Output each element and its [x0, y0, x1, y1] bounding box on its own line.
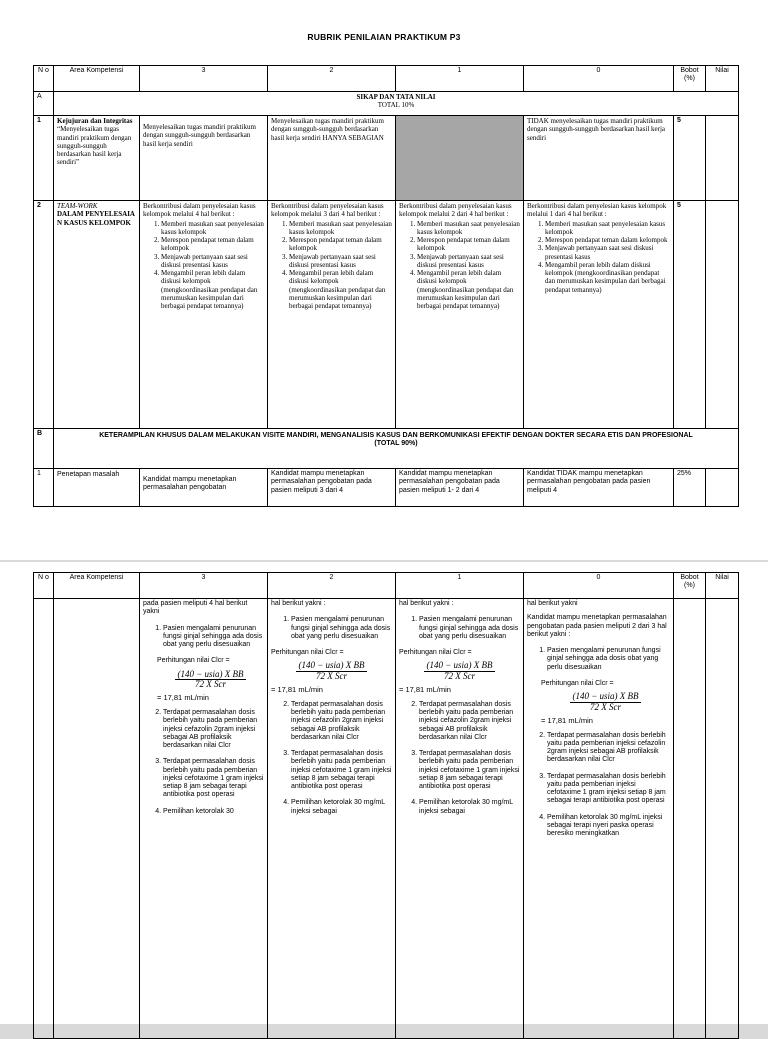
row-number: 2 — [34, 201, 54, 429]
table-row — [34, 201, 739, 429]
nilai-cell — [706, 116, 739, 201]
clcr-calculation: Perhitungan nilai Clcr = (140 − usia) X BB 72 X Scr = 17,81 mL/min — [157, 657, 264, 703]
table-row — [34, 116, 739, 201]
criteria-list: 1. Memberi masukan saat penyelesaian kasus kelompok 2. Merespon pendapat teman dalam kelompok 3. Menjawab pertanyaan saat sesi diskusi presentasi kasus 4. Mengambil peran lebih dalam diskusi kelompok (mengkoordinasikan pendapat dan merumuskan kesimpulan dari berbagai pendapat temannya) — [527, 220, 670, 294]
criteria-list: 1. Pasien mengalami penurunan fungsi ginjal sehingga ada dosis obat yang perlu disesuaikan — [527, 647, 670, 672]
criteria-score-2: Kandidat mampu menetapkan permasalahan pengobatan pada pasien meliputi 3 dari 4 — [268, 469, 396, 507]
criteria-list: 2. Terdapat permasalahan dosis berlebih yaitu pada pemberian injeksi cefazolin 2gram injeksi sebagai AB profilaksik berdasarkan nilai Clcr 3. Terdapat permasalahan dosis berlebih yaitu pada pemberian injeksi cefotaxime 1 gram injeksi setiap 8 jam sebagai terapi antibiotika post operasi 4. Pemilihan ketorolak 30 — [143, 709, 264, 816]
bobot-value: 5 — [674, 116, 706, 201]
criteria-score-2: Menyelesaikan tugas mandiri praktikum dengan sungguh-sungguh berdasarkan hasil kerja sendiri HANYA SEBAGIAN — [268, 116, 396, 201]
header-score-0: 0 — [524, 66, 674, 92]
criteria-list: 1. Memberi masukan saat penyelesaian kasus kelompok 2. Merespon pendapat teman dalam kelompok 3. Menjawab pertanyaan saat sesi diskusi presentasi kasus 4. Mengambil peran lebih dalam diskusi kelompok (mengkoordinasikan pendapat dan merumuskan kesimpulan dari berbagai pendapat temannya) — [399, 220, 520, 311]
clcr-calculation: Perhitungan nilai Clcr = (140 − usia) X BB 72 X Scr = 17,81 mL/min — [399, 649, 520, 695]
document-page-2 — [0, 562, 768, 1024]
table-header-row — [34, 66, 739, 92]
area-title: DALAM PENYELESAIA N KASUS KELOMPOK — [57, 210, 135, 227]
nilai-cell — [706, 469, 739, 507]
header-area: Area Kompetensi — [54, 573, 140, 599]
table-row — [34, 469, 739, 507]
criteria-score-2: Berkontribusi dalam penyelesaian kasus kelompok melalui 3 dari 4 hal berikut : 1. Memberi masukan saat penyelesaian kasus kelompok 2. Merespon pendapat teman dalam kelompok 3. Menjawab pertanyaan saat sesi diskusi presentasi kasus 4. Mengambil peran lebih dalam diskusi kelompok (mengkoordinasikan pendapat dan merumuskan kesimpulan dari berbagai pendapat temannya) — [268, 201, 396, 429]
criteria-score-1: hal berikut yakni : 1. Pasien mengalami penurunan fungsi ginjal sehingga ada dosis obat yang perlu disesuaikan Perhitungan nilai Clcr = (140 − usia) X BB 72 X Scr = 17,81 mL/min 2. Terdapat permasalahan dosis berlebih yaitu pada pemberian injeksi cefazolin 2gram injeksi sebagai AB profilaksik berdasarkan nilai Clcr 3. Terdapat permasalahan dosis berlebih yaitu pada pemberian injeksi cefotaxime 1 gram injeksi setiap 8 jam sebagai terapi antibiotika post operasi 4. Pemilihan ketorolak 30 mg/mL injeksi sebagai — [396, 599, 524, 1039]
criteria-list: 2. Terdapat permasalahan dosis berlebih yaitu pada pemberian injeksi cefazolin 2gram injeksi sebagai AB profilaksik berdasarkan nilai Clcr 3. Terdapat permasalahan dosis berlebih yaitu pada pemberian injeksi cefotaxime 1 gram injeksi setiap 8 jam sebagai terapi antibiotika post operasi 4. Pemilihan ketorolak 30 mg/mL injeksi sebagai — [271, 701, 392, 816]
header-score-0: 0 — [524, 573, 674, 599]
header-score-1: 1 — [396, 66, 524, 92]
header-no: N o — [34, 573, 54, 599]
section-b-row — [34, 429, 739, 469]
criteria-list: 2. Terdapat permasalahan dosis berlebih yaitu pada pemberian injeksi cefazolin 2gram injeksi sebagai AB profilaksik berdasarkan nilai Clcr 3. Terdapat permasalahan dosis berlebih yaitu pada pemberian injeksi cefotaxime 1 gram injeksi setiap 8 jam sebagai terapi antibiotika post operasi 4. Pemilihan ketorolak 30 mg/mL injeksi sebagai terapi nyeri paska operasi beresiko meningkatkan — [527, 732, 670, 839]
criteria-score-0: hal berikut yakni Kandidat mampu menetapkan permasalahan pengobatan pada pasien meliputi 2 dari 3 hal berikut yakni : 1. Pasien mengalami penurunan fungsi ginjal sehingga ada dosis obat yang perlu disesuaikan Perhitungan nilai Clcr = (140 − usia) X BB 72 X Scr = 17,81 mL/min 2. Terdapat permasalahan dosis berlebih yaitu pada pemberian injeksi cefazolin 2gram injeksi sebagai AB profilaksik berdasarkan nilai Clcr 3. Terdapat permasalahan dosis berlebih yaitu pada pemberian injeksi cefotaxime 1 gram injeksi setiap 8 jam sebagai terapi antibiotika post operasi 4. Pemilihan ketorolak 30 mg/mL injeksi sebagai terapi nyeri paska operasi beresiko meningkatkan — [524, 599, 674, 1039]
header-bobot: Bobot (%) — [674, 66, 706, 92]
header-score-3: 3 — [140, 573, 268, 599]
row-number: 1 — [34, 469, 54, 507]
nilai-cell — [706, 201, 739, 429]
header-score-1: 1 — [396, 573, 524, 599]
criteria-score-0: Kandidat TIDAK mampu menetapkan permasalahan pengobatan pada pasien meliputi 4 — [524, 469, 674, 507]
header-bobot: Bobot (%) — [674, 573, 706, 599]
criteria-score-1: Berkontribusi dalam penyelesaian kasus kelompok melalui 2 dari 4 hal berikut : 1. Memberi masukan saat penyelesaian kasus kelompok 2. Merespon pendapat teman dalam kelompok 3. Menjawab pertanyaan saat sesi diskusi presentasi kasus 4. Mengambil peran lebih dalam diskusi kelompok (mengkoordinasikan pendapat dan merumuskan kesimpulan dari berbagai pendapat temannya) — [396, 201, 524, 429]
section-a-row — [34, 92, 739, 116]
header-score-3: 3 — [140, 66, 268, 92]
header-nilai: Nilai — [706, 66, 739, 92]
criteria-score-1: Kandidat mampu menetapkan permasalahan pengobatan pada pasien meliputi 1- 2 dari 4 — [396, 469, 524, 507]
criteria-score-3: Menyelesaikan tugas mandiri praktikum dengan sungguh-sungguh berdasarkan hasil kerja sendiri — [140, 116, 268, 201]
header-score-2: 2 — [268, 573, 396, 599]
section-b-total: (TOTAL 90%) — [374, 440, 418, 448]
bobot-cell-empty — [674, 599, 706, 1039]
clcr-formula: (140 − usia) X BB 72 X Scr — [298, 660, 365, 682]
criteria-list: 1. Pasien mengalami penurunan fungsi ginjal sehingga ada dosis obat yang perlu disesuaikan — [143, 625, 264, 650]
criteria-score-3: pada pasien meliputi 4 hal berikut yakni 1. Pasien mengalami penurunan fungsi ginjal sehingga ada dosis obat yang perlu disesuaikan Perhitungan nilai Clcr = (140 − usia) X BB 72 X Scr = 17,81 mL/min 2. Terdapat permasalahan dosis berlebih yaitu pada pemberian injeksi cefazolin 2gram injeksi sebagai AB profilaksik berdasarkan nilai Clcr 3. Terdapat permasalahan dosis berlebih yaitu pada pemberian injeksi cefotaxime 1 gram injeksi setiap 8 jam sebagai terapi antibiotika post operasi 4. Pemilihan ketorolak 30 — [140, 599, 268, 1039]
clcr-formula: (140 − usia) X BB 72 X Scr — [177, 668, 244, 690]
criteria-list: 1. Pasien mengalami penurunan fungsi ginjal sehingga ada dosis obat yang perlu disesuaikan — [399, 616, 520, 641]
rubric-table — [33, 65, 739, 507]
section-b-no: B — [34, 429, 54, 469]
criteria-score-3: Berkontribusi dalam penyelesaian kasus kelompok melalui 4 hal berikut : 1. Memberi masukan saat penyelesaian kasus kelompok 2. Merespon pendapat teman dalam kelompok 3. Menjawab pertanyaan saat sesi diskusi presentasi kasus 4. Mengambil peran lebih dalam diskusi kelompok (mengkoordinasikan pendapat dan merumuskan kesimpulan dari berbagai pendapat temannya) — [140, 201, 268, 429]
row-number-empty — [34, 599, 54, 1039]
rubric-table-continued — [33, 572, 739, 1039]
table-row — [34, 599, 739, 1039]
area-cell — [54, 201, 140, 429]
criteria-score-0: Berkontribusi dalam penyelesian kasus kelompok melalui 1 dari 4 hal berikut : 1. Memberi masukan saat penyelesaian kasus kelompok 2. Merespon pendapat teman dalam kelompok 3. Menjawab pertanyaan saat sesi diskusi presentasi kasus 4. Mengambil peran lebih dalam diskusi kelompok (mengkoordinasikan pendapat dan merumuskan kesimpulan dari berbagai pendapat temannya) — [524, 201, 674, 429]
table-header-row — [34, 573, 739, 599]
header-area: Area Kompetensi — [54, 66, 140, 92]
nilai-cell — [706, 599, 739, 1039]
criteria-score-1-empty — [396, 116, 524, 201]
criteria-list: 2. Terdapat permasalahan dosis berlebih yaitu pada pemberian injeksi cefazolin 2gram injeksi sebagai AB profilaksik berdasarkan nilai Clcr 3. Terdapat permasalahan dosis berlebih yaitu pada pemberian injeksi cefotaxime 1 gram injeksi setiap 8 jam sebagai terapi antibiotika post operasi 4. Pemilihan ketorolak 30 mg/mL injeksi sebagai — [399, 701, 520, 816]
criteria-score-2: hal berikut yakni : 1. Pasien mengalami penurunan fungsi ginjal sehingga ada dosis obat yang perlu disesuaikan Perhitungan nilai Clcr = (140 − usia) X BB 72 X Scr = 17,81 mL/min 2. Terdapat permasalahan dosis berlebih yaitu pada pemberian injeksi cefazolin 2gram injeksi sebagai AB profilaksik berdasarkan nilai Clcr 3. Terdapat permasalahan dosis berlebih yaitu pada pemberian injeksi cefotaxime 1 gram injeksi setiap 8 jam sebagai terapi antibiotika post operasi 4. Pemilihan ketorolak 30 mg/mL injeksi sebagai — [268, 599, 396, 1039]
area-cell — [54, 116, 140, 201]
section-a-heading — [54, 92, 739, 116]
clcr-formula: (140 − usia) X BB 72 X Scr — [426, 660, 493, 682]
clcr-formula: (140 − usia) X BB 72 X Scr — [572, 691, 639, 712]
header-no: N o — [34, 66, 54, 92]
row-number: 1 — [34, 116, 54, 201]
clcr-calculation: Perhitungan nilai Clcr = (140 − usia) X BB 72 X Scr = 17,81 mL/min — [541, 680, 670, 726]
area-cell: Penetapan masalah — [54, 469, 140, 507]
area-title-italic: TEAM-WORK — [57, 202, 98, 210]
criteria-list: 1. Memberi masukan saat penyelesaian kasus kelompok 2. Merespon pendapat teman dalam kelompok 3. Menjawab pertanyaan saat sesi diskusi presentasi kasus 4. Mengambil peran lebih dalam diskusi kelompok (mengkoordinasikan pendapat dan merumuskan kesimpulan dari berbagai pendapat temannya) — [271, 220, 392, 311]
header-score-2: 2 — [268, 66, 396, 92]
section-b-heading — [54, 429, 739, 469]
section-b-title: KETERAMPILAN KHUSUS DALAM MELAKUKAN VISITE MANDIRI, MENGANALISIS KASUS DAN BERKOMUNIKASI EFEKTIF DENGAN DOKTER SECARA ETIS DAN PROFESIONAL — [99, 432, 693, 439]
area-description: “Menyelesaikan tugas mandiri praktikum dengan sungguh-sungguh berdasarkan hasil kerja sendiri” — [57, 125, 132, 167]
area-title: Kejujuran dan Integritas — [57, 117, 133, 125]
criteria-list: 1. Pasien mengalami penurunan fungsi ginjal sehingga ada dosis obat yang perlu disesuaikan — [271, 616, 392, 641]
bobot-value: 25% — [674, 469, 706, 507]
criteria-score-3: Kandidat mampu menetapkan permasalahan pengobatan — [140, 469, 268, 507]
bobot-value: 5 — [674, 201, 706, 429]
header-nilai: Nilai — [706, 573, 739, 599]
section-a-total: TOTAL 10% — [377, 101, 415, 110]
section-a-no: A — [34, 92, 54, 116]
criteria-score-0: TIDAK menyelesaikan tugas mandiri praktikum dengan sungguh-sungguh berdasarkan hasil kerja sendiri — [524, 116, 674, 201]
clcr-calculation: Perhitungan nilai Clcr = (140 − usia) X BB 72 X Scr = 17,81 mL/min — [271, 649, 392, 695]
criteria-list: 1. Memberi masukan saat penyelesaian kasus kelompok 2. Merespon pendapat teman dalam kelompok 3. Menjawab pertanyaan saat sesi diskusi presentasi kasus 4. Mengambil peran lebih dalam diskusi kelompok (mengkoordinasikan pendapat dan merumuskan kesimpulan dari berbagai pendapat temannya) — [143, 220, 264, 311]
document-title: RUBRIK PENILAIAN PRAKTIKUM P3 — [307, 32, 461, 42]
area-cell-empty — [54, 599, 140, 1039]
section-a-title: SIKAP DAN TATA NILAI — [356, 93, 436, 101]
